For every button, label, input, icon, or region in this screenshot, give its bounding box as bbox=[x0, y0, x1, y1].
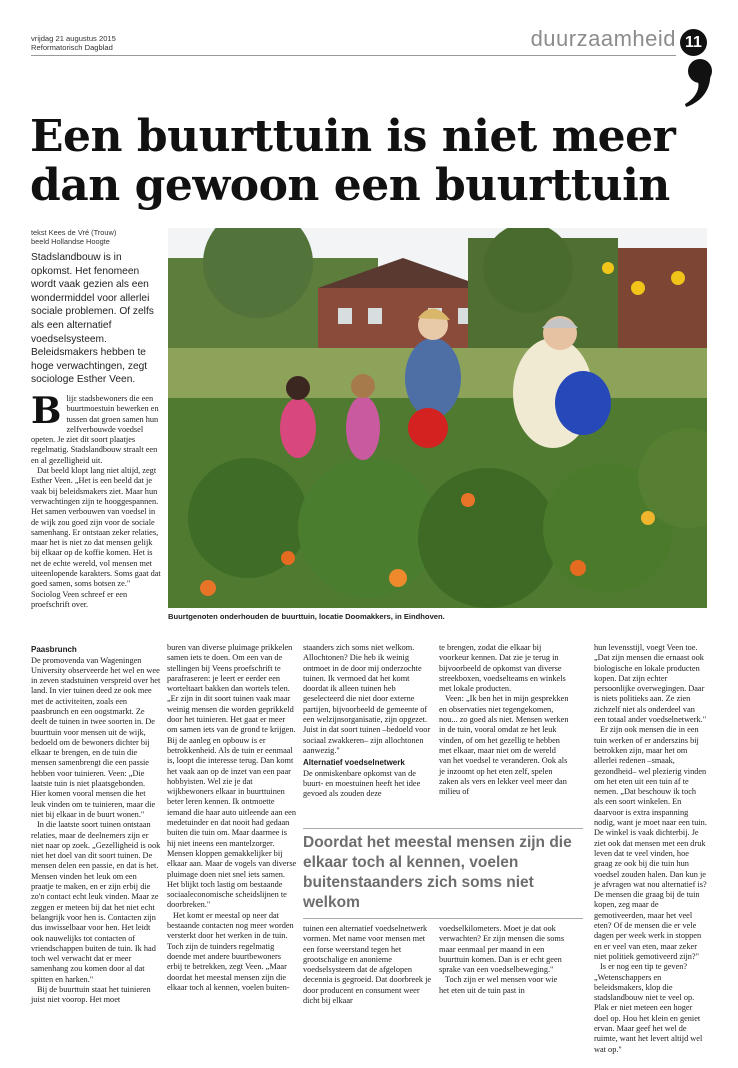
body-paragraph: Er zijn ook mensen die in een tuin werken of er anderszins bij betrokken zijn, maar het om allerlei redenen –smaak, gezondheid– wel plezierig vinden om het eten uit een tuin af te nemen. „Dat beschouw ik toch als een soort winkelen. En daarvoor is extra inspanning nodig, want je moet naar een tuin. De winkel is vaak dichterbij. Je ziet ook dat mensen met een druk leven dat te veel vinden, hoe graag ze ook bij die tuin hun voedsel zouden halen. Dan kun je je afvragen wat nou alternatief is? De mensen die graag bij de tuin kopen, zeg maar de gemotiveerden, maar het veel eten? Of de mensen die er vele dagen per week werk in stoppen en er veel van eten, maar zeker niet politiek gemotiveerd zijn?" bbox=[594, 725, 707, 961]
article-column-1 bbox=[31, 643, 161, 1006]
issue-date-block bbox=[31, 34, 116, 52]
body-paragraph: staanders zich soms niet welkom. Allochtonen? Die heb ik weinig ontmoet in de door mij onderzochte tuinen. Ik vermoed dat het komt doordat ik alleen tuinen heb geselecteerd die niet door externe partijen, bijvoorbeeld de gemeente of een welzijnsorganisatie, zijn opgezet. Juist in dat soort tuinen –bedoeld voor sociaal zwakkeren– zijn allochtonen aanwezig." bbox=[303, 643, 431, 755]
article-column-3-lower bbox=[303, 924, 433, 1006]
article-column-4-lower bbox=[439, 924, 569, 996]
article-photo bbox=[168, 228, 707, 608]
pull-quote: Doordat het meestal mensen zijn die elkaar toch al kennen, voelen buitenstaanders zich soms niet welkom bbox=[303, 834, 572, 911]
body-paragraph: Bij de buurttuin staat het tuinieren juist niet voorop. Het moet bbox=[31, 985, 151, 1005]
drop-cap: B bbox=[31, 390, 62, 432]
lead-paragraph-text: lijε stadsbewoners die een buurtmoestuin bewerken en tussen dat groen samen hun zelfverbouwde voedsel opeten. Je ziet dit soort plaatjes regelmatig. Stadslandbouw straalt een en al gezelligheid uit. bbox=[31, 394, 159, 465]
newspaper-name: Reformatorisch Dagblad bbox=[31, 43, 113, 52]
photo-caption: Buurtgenoten onderhouden de buurttuin, locatie Doomakkers, in Eindhoven. bbox=[168, 612, 445, 621]
subheading-paasbrunch: Paasbrunch bbox=[31, 645, 77, 654]
pullquote-rule-bottom bbox=[303, 918, 583, 919]
article-column-4 bbox=[439, 643, 569, 797]
lead-paragraph bbox=[31, 390, 161, 466]
page-number-badge: 11 bbox=[680, 29, 707, 56]
comma-logo-icon bbox=[682, 58, 716, 108]
pullquote-rule-top bbox=[303, 828, 583, 829]
text-credit: tekst Kees de Vré (Trouw) bbox=[31, 228, 117, 237]
photo-credit: beeld Hollandse Hoogte bbox=[31, 237, 110, 246]
body-paragraph: voedselkilometers. Moet je dat ook verwachten? Er zijn mensen die soms maar eenmaal per maand in een buurttuin komen. Dan is er echt geen sprake van een voedselbeweging." bbox=[439, 924, 565, 975]
article-lead-column bbox=[31, 390, 161, 610]
article-intro: Stadslandbouw is in opkomst. Het fenomeen wordt vaak gezien als een wondermiddel voor allerlei sociale problemen. Of zelfs als een alternatief voedselsysteem. Beleidsmakers hebben te hoge verwachtingen, zegt sociologe Esther Veen. bbox=[31, 252, 154, 386]
headline-line-1: Een buurttuin is niet meer bbox=[30, 111, 676, 162]
body-paragraph: Is er nog een tip te geven? „Wetenschappers en beleidsmakers, klop die stadslandbouw niet te veel op. Plak er niet meteen een hoger doel op. Hou het klein en geniet ervan. Maar geef het wel de ruimte, want het levert altijd wel wat op." bbox=[594, 962, 703, 1054]
section-title: duurzaamheid bbox=[530, 26, 676, 51]
body-paragraph: In die laatste soort tuinen ontstaan relaties, maar de deelnemers zijn er niet naar op zoek. „Gezelligheid is ook niet het doel van dit soort tuinen. De mensen delen een passie, en dat is het. Mensen vinden het leuk om een praatje te maken, en er zijn erbij die zo'n contact echt leuk vinden. Maar ze zeggen er meteen bij dat het niet echt belangrijk voor hen is. Contacten zijn dus inwisselbaar voor hen. Het leidt ook nauwelijks tot contacten of vriendschappen buiten de tuin. Ik had toch wel verwacht dat er meer samenhang zou komen door al dat spitten en harken." bbox=[31, 820, 161, 984]
article-headline bbox=[30, 112, 710, 210]
body-paragraph: Veen: „Ik ben het in mijn gesprekken en observaties niet tegengekomen, nou... zo goed als niet. Mensen werken in de tuin, vooral omdat ze het leuk vinden, of om het gezellig te hebben met elkaar, maar niet om de wereld van het voedsel te veranderen. Ook als je inzoomt op het eten zelf, spelen zaken als vers en lekker veel meer dan milieu of bbox=[439, 694, 569, 797]
article-column-3 bbox=[303, 643, 433, 800]
body-paragraph: Dat beeld klopt lang niet altijd, zegt Esther Veen. „Het is een beeld dat je vaak bij beleidsmakers ziet. Maar hun verwachtingen zijn te hooggespannen. Het samen verbouwen van voedsel in de wijk zou goed zijn voor de sociale samenhang. Er ontstaan zeker relaties, maar het is niet zo dat mensen gelijk bij elkaar op de koffie komen. Het is net de echte wereld, vol mensen met uiteenlopende karakters. Soms gaat dat goed samen, soms botsen ze." Sociolog Veen schreef er een proefschrift over. bbox=[31, 466, 161, 609]
article-column-2 bbox=[167, 643, 297, 993]
garden-photo-illustration bbox=[168, 228, 707, 608]
body-paragraph: te brengen, zodat die elkaar bij voorkeur kennen. Dat zie je terug in bijvoorbeeld de opkomst van diverse streekboxen, voedselteams en winkels met lokale producten. bbox=[439, 643, 566, 694]
headline-line-2: dan gewoon een buurttuin bbox=[30, 160, 670, 211]
header-divider bbox=[31, 55, 676, 56]
body-paragraph: De onmiskenbare opkomst van de buurt- en moestuinen heeft het idee gevoed als zouden deze bbox=[303, 768, 421, 799]
issue-date: vrijdag 21 augustus 2015 bbox=[31, 34, 116, 43]
body-paragraph: tuinen een alternatief voedselnetwerk vormen. Met name voor mensen met een forse weerstand tegen het grootschalige en anonieme voedselsysteem dat de afgelopen decennia is gegroeid. Dat doorbreek je door producent en consument weer dicht bij elkaar bbox=[303, 924, 432, 1006]
subheading-alternatief: Alternatief voedselnetwerk bbox=[303, 758, 405, 768]
body-paragraph: hun levensstijl, voegt Veen toe. „Dat zijn mensen die ernaast ook biologische en lokale producten kopen. Dat zijn echter persoonlijke overwegingen. Daar is niets politieks aan. Ze zien zichzelf niet als onderdeel van een totaal ander voedselnetwerk." bbox=[594, 643, 707, 725]
body-paragraph: buren van diverse pluimage prikkelen samen iets te doen. Om een van de stellingen bij Veens proefschrift te parafraseren: je leert er eerder een worteltaart bakken dan wortels telen. „Er zijn in dit soort tuinen vaak maar weinig mensen die worden geprikkeld door het tuinieren. Het gaat er meer om samen iets van de grond te krijgen. Bij de aanleg en opbouw is er betrokkenheid. Als de tuin er eenmaal is, loopt die interesse terug. Dan komt het vaak aan op de inzet van een paar hobbyisten. Wel zie je dat wijkbewoners elkaar in buurttuinen beter leren kennen. Ik ontmoette iemand die haar auto uitleende aan een medetuinder en dat nooit had gedaan buiten die tuin om. Maar daarmee is hij niet ineens een mantelzorger. Mensen kloppen gemakkelijker bij elkaar aan. Maar de vogels van diverse pluimage doen niet snel iets samen. Het blijkt toch lastig om bestaande sociaaleconomische scheidslijnen te doorbreken." bbox=[167, 643, 297, 910]
body-paragraph: Toch zijn er wel mensen voor wie het eten uit de tuin past in bbox=[439, 975, 558, 995]
body-paragraph: De promovenda van Wageningen University observeerde het wel en wee in zeven stadstuinen verspreid over het land. In vier tuinen deed ze ook mee met de activiteiten, zoals een paasbrunch en een oogstmarkt. Ze deelt de tuinen in twee soorten in. De buurttuin voor mensen uit de wijk, bedoeld om de bewoners dichter bij elkaar te brengen, en de tuin die mensen samenbrengt die een passie hebben voor tuinieren. Veen: „Die laatste tuin is niet plaatsgebonden. Hier komen vooral mensen die het leuk vinden om te tuinieren, maar die niet bij elkaar in de buurt wonen." bbox=[31, 655, 161, 819]
body-paragraph: Het komt er meestal op neer dat bestaande contacten nog meer worden versterkt door het werken in de tuin. Toch zijn de tuinders regelmatig doende met andere buurtbewoners erbij te betrekken, zegt Veen. „Maar doordat het meestal mensen zijn die elkaar toch al kennen, voelen buiten- bbox=[167, 910, 294, 992]
article-column-5 bbox=[594, 643, 707, 1055]
article-credits bbox=[31, 228, 161, 246]
